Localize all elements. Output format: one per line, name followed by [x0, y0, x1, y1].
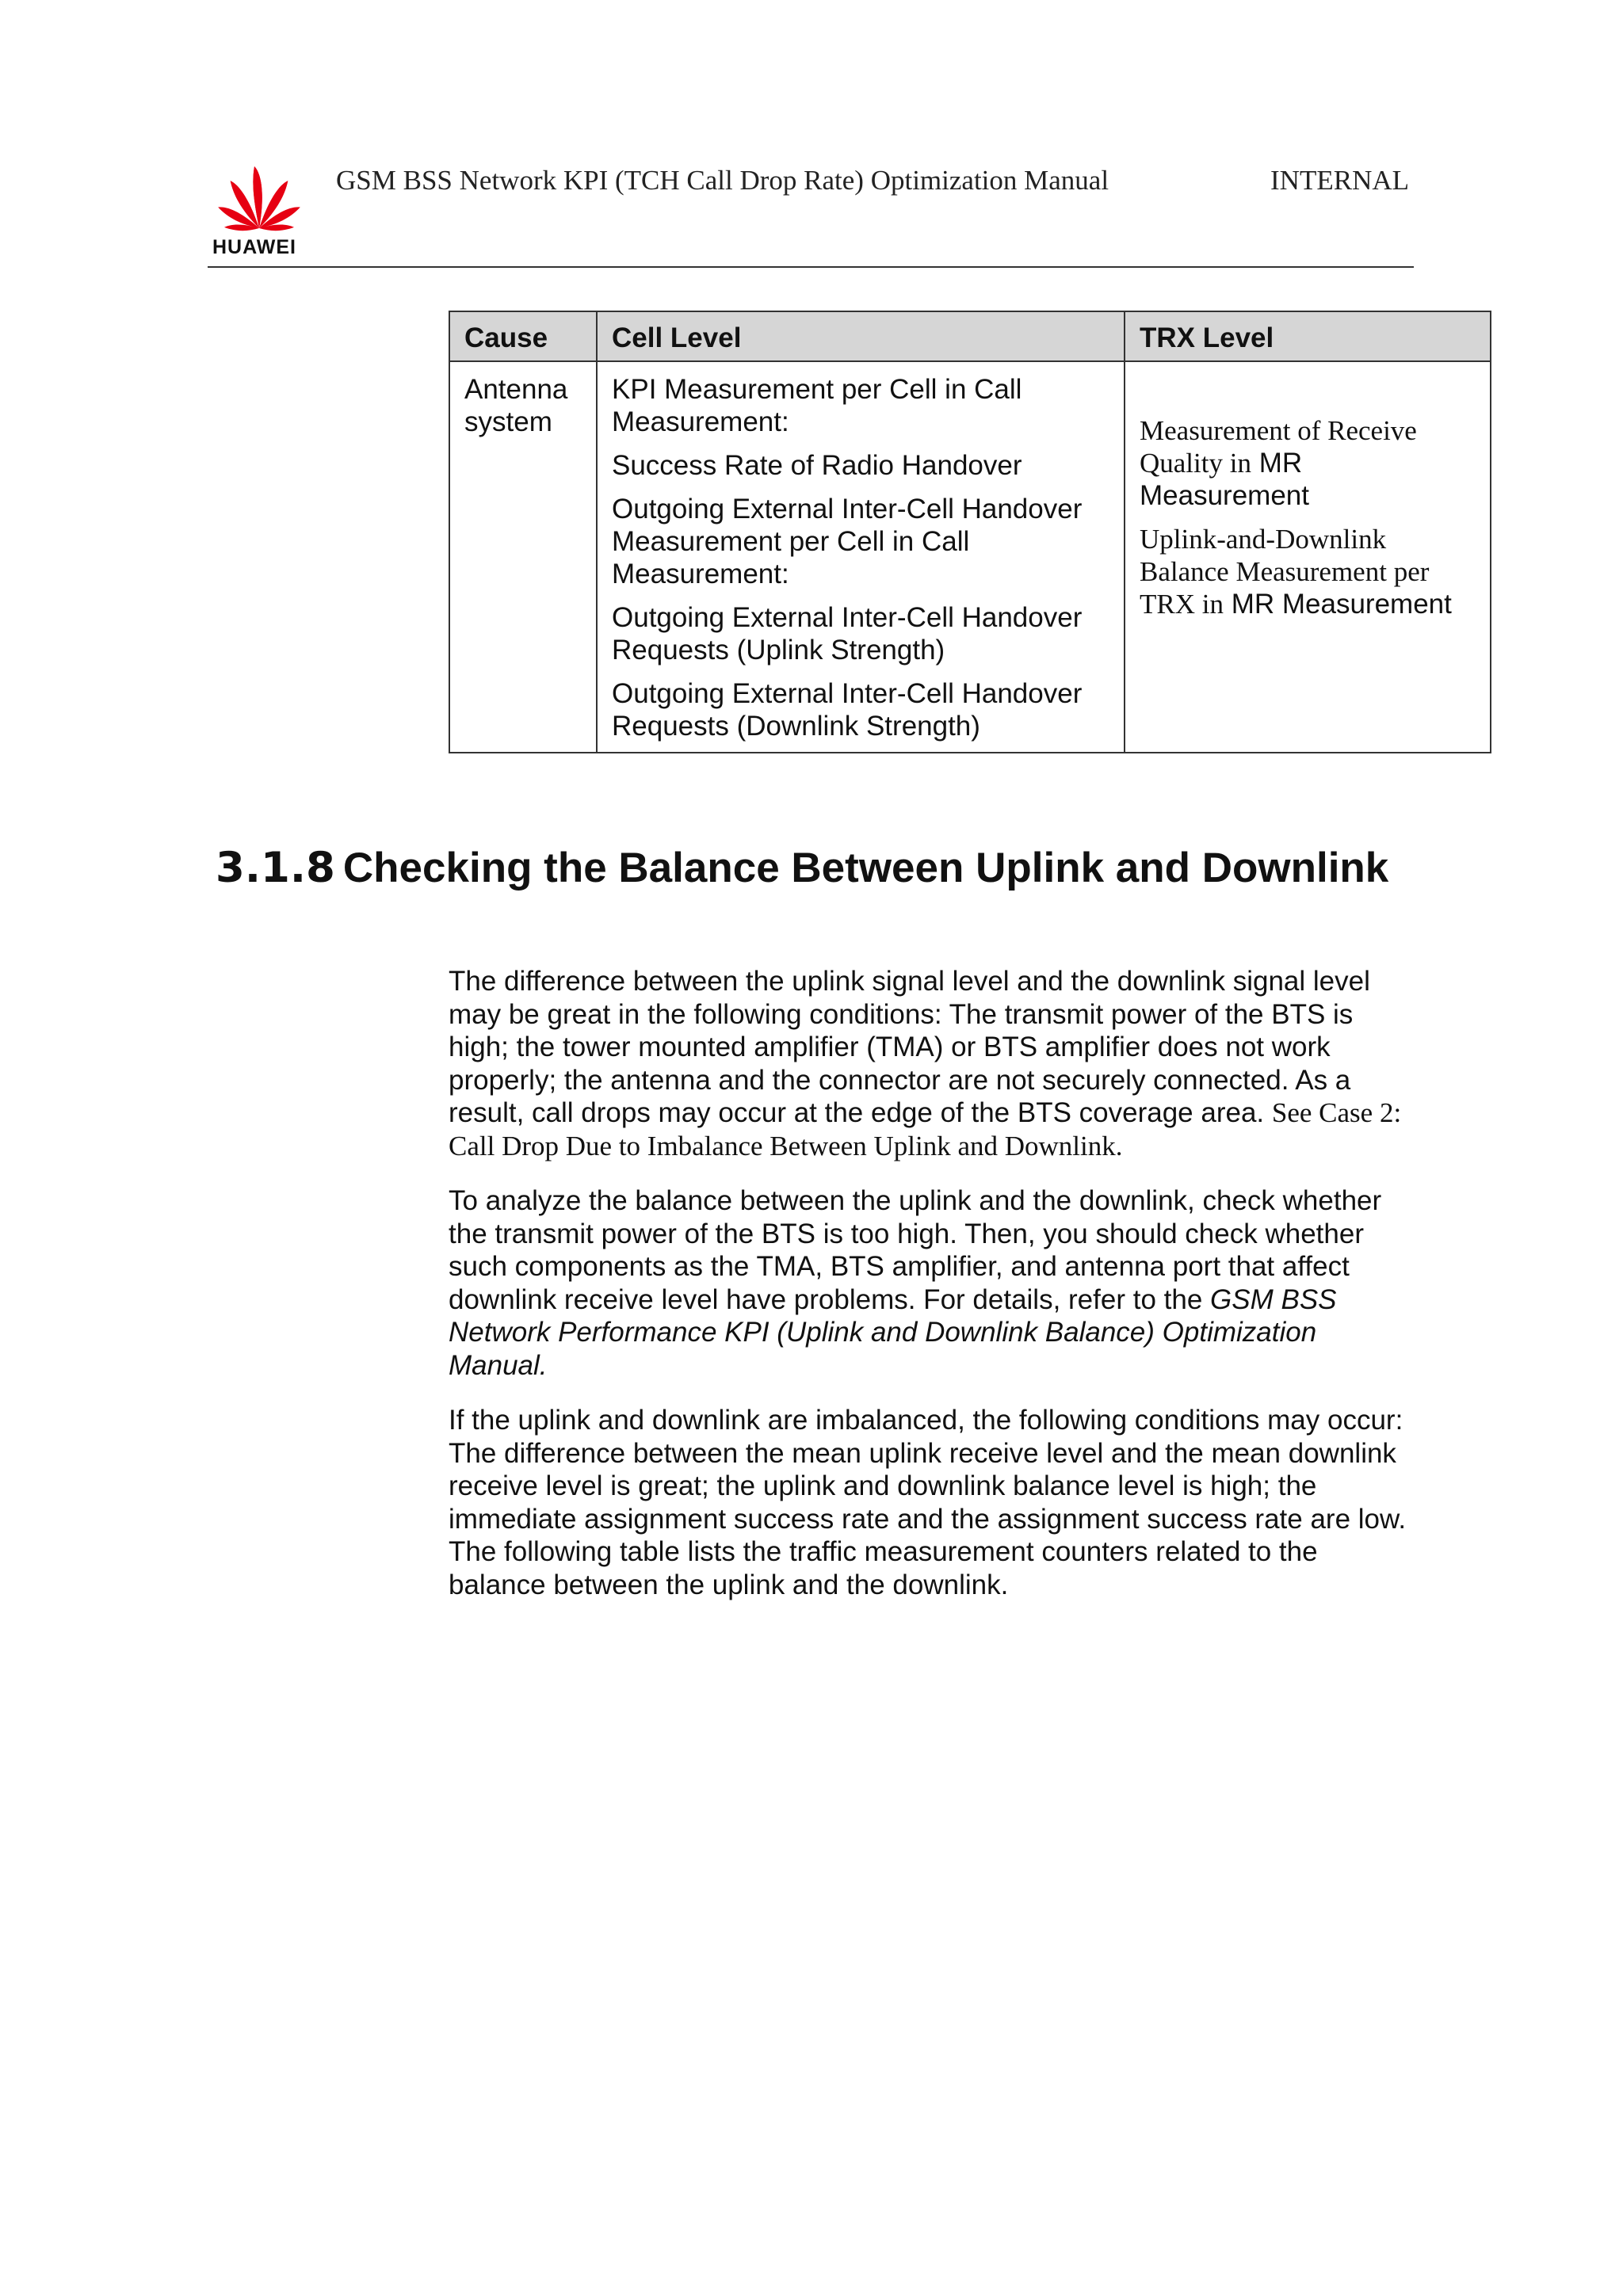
huawei-logo — [208, 158, 311, 261]
trx-item-prefix: Uplink-and-Downlink Balance Measurement per TRX in — [1140, 524, 1430, 620]
trx-item-prefix: Measurement of Receive Quality in — [1140, 415, 1417, 479]
header-divider — [208, 266, 1414, 268]
document-title: GSM BSS Network KPI (TCH Call Drop Rate) Optimization Manual — [336, 165, 1109, 196]
counter-table — [449, 311, 1491, 753]
section-title: Checking the Balance Between Uplink and Downlink — [342, 845, 1389, 891]
page-header — [208, 158, 1414, 269]
table-header-row — [449, 311, 1491, 361]
trx-level-cell — [1125, 361, 1491, 753]
column-header-cell-level: Cell Level — [597, 311, 1125, 361]
huawei-petals-icon — [208, 158, 311, 238]
section-body — [449, 965, 1415, 1623]
cell-level-item: Success Rate of Radio Handover — [612, 450, 1022, 481]
column-header-trx-level: TRX Level — [1125, 311, 1491, 361]
section-heading — [216, 843, 1404, 894]
paragraph — [449, 965, 1415, 1162]
table-row — [449, 361, 1491, 753]
trx-item-suffix: MR Measurement — [1231, 589, 1452, 620]
logo-text: HUAWEI — [212, 236, 296, 258]
cross-reference-link: See Case 2: Call Drop Due to Imbalance Between Uplink and Downlink. — [449, 1097, 1402, 1161]
paragraph — [449, 1184, 1415, 1382]
classification-label: INTERNAL — [1270, 165, 1409, 196]
paragraph: If the uplink and downlink are imbalanced, the following conditions may occur: The difference between the mean uplink receive level and the mean downlink receive level is great; the uplink and downlink balance level is high; the immediate assignment success rate and the assignment success rate are low. The following table lists the traffic measurement counters related to the balance between the uplink and the downlink. — [449, 1405, 1407, 1600]
cause-cell: Antenna system — [449, 361, 597, 753]
section-number: 3.1.8 — [216, 844, 335, 892]
paragraph-text: The difference between the uplink signal level and the downlink signal level may be great in the following conditions: The transmit power of the BTS is high; the tower mounted amplifier (TMA) or BTS amplifier does not work properly; the antenna and the connector are not securely connected. As a result, call drops may occur at the edge of the BTS coverage area. — [449, 966, 1370, 1128]
trx-level-item — [1140, 523, 1476, 620]
paragraph-text: To analyze the balance between the uplink and the downlink, check whether the transmit power of the BTS is too high. Then, you should check whether such components as the TMA, BTS amplifier, and antenna port that affect downlink receive level have problems. For details, refer to the — [449, 1185, 1382, 1315]
cell-level-cell — [597, 361, 1125, 753]
cell-level-item: Outgoing External Inter-Cell Handover Requests (Uplink Strength) — [612, 602, 1083, 666]
trx-level-item — [1140, 414, 1476, 512]
cell-level-item: KPI Measurement per Cell in Call Measurement: — [612, 374, 1022, 437]
trx-item-suffix: MR Measurement — [1140, 448, 1309, 511]
document-reference: GSM BSS Network Performance KPI (Uplink and Downlink Balance) Optimization Manual. — [449, 1283, 1337, 1381]
cell-level-item: Outgoing External Inter-Cell Handover Requests (Downlink Strength) — [612, 678, 1083, 742]
column-header-cause: Cause — [449, 311, 597, 361]
cell-level-item: Outgoing External Inter-Cell Handover Measurement per Cell in Call Measurement: — [612, 494, 1083, 589]
